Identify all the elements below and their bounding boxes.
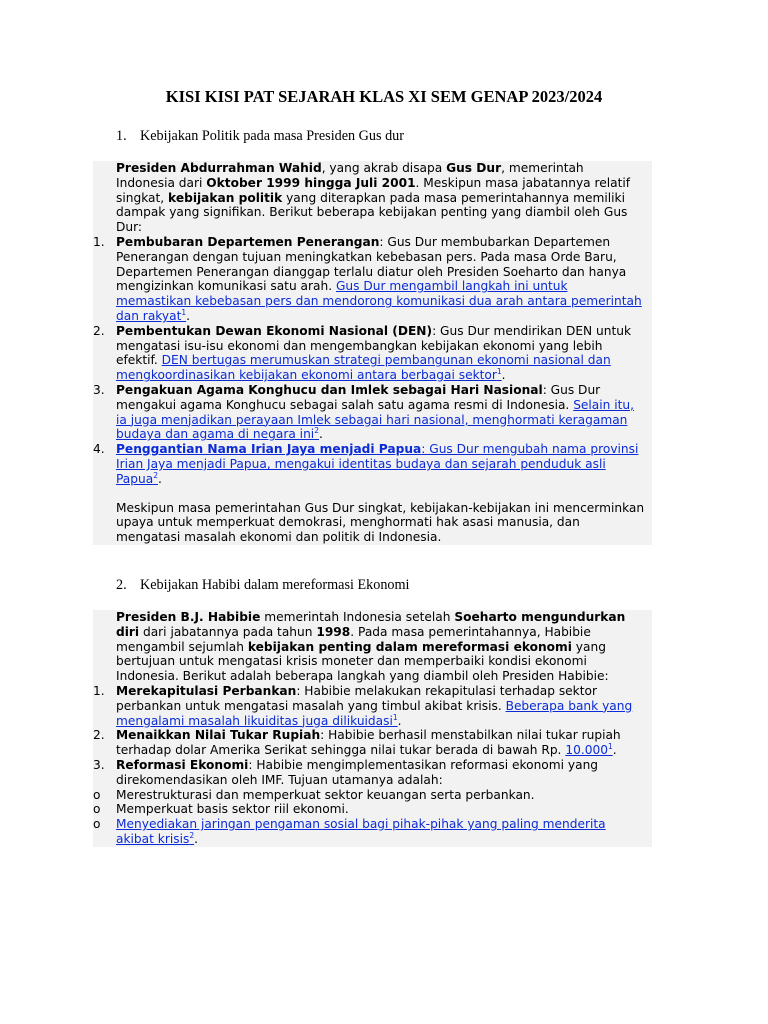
- section-2-block: [93, 610, 652, 847]
- item-title: Reformasi Ekonomi: [116, 757, 249, 772]
- section-2-intro: Presiden B.J. Habibie memerintah Indonesia setelah Soeharto mengundurkan diri dari jabatannya pada tahun 1998. Pada masa pemerintahannya, Habibie mengambil sejumlah kebijakan penting dalam mereformasi ekonomi yang bertujuan untuk mengatasi krisis moneter dan memperbaiki kondisi ekonomi Indonesia. Berikut adalah beberapa langkah yang diambil oleh Presiden Habibie:: [116, 610, 626, 684]
- list-marker: 3.: [93, 757, 105, 772]
- section-2-heading-text: Kebijakan Habibi dalam mereformasi Ekonomi: [140, 577, 410, 593]
- list-marker: 1.: [93, 683, 105, 698]
- bullet-icon: o: [93, 817, 101, 832]
- sublist-item: o Memperkuat basis sektor riil ekonomi.: [93, 802, 349, 817]
- section-1-closing: Meskipun masa pemerintahan Gus Dur singkat, kebijakan-kebijakan ini mencerminkan upaya untuk memperkuat demokrasi, menghormati hak asasi manusia, dan mengatasi masalah ekonomi dan politik di Indonesia.: [116, 500, 645, 545]
- reference-link[interactable]: Gus Dur mengambil langkah ini untuk memastikan kebebasan pers dan mendorong komunikasi dua arah antara pemerintah dan rakyat$^1$: [116, 279, 642, 323]
- section-2-list: [93, 684, 652, 788]
- item-title: Menaikkan Nilai Tukar Rupiah: [116, 728, 321, 743]
- reference-link[interactable]: DEN bertugas merumuskan strategi pembangunan ekonomi nasional dan mengkoordinasikan kebijakan ekonomi antara berbagai sektor$^1$: [116, 353, 611, 383]
- section-2-heading: [116, 576, 409, 594]
- section-1-block: [93, 161, 652, 545]
- section-1-list: [93, 235, 652, 487]
- list-item: 3. Pengakuan Agama Konghucu dan Imlek sebagai Hari Nasional: Gus Dur mengakui agama Konghucu sebagai salah satu agama resmi di Indonesia. Selain itu, ia juga menjadikan perayaan Imlek sebagai hari nasional, menghormati keragaman budaya dan agama di negara ini$^2$.: [93, 382, 635, 442]
- reference-link[interactable]: Penggantian Nama Irian Jaya menjadi Papua: Gus Dur mengubah nama provinsi Irian Jaya menjadi Papua, mengakui identitas budaya dan sejarah penduduk asli Papua$^2$: [116, 442, 639, 486]
- item-title: Merekapitulasi Perbankan: [116, 683, 297, 698]
- section-1-intro: Presiden Abdurrahman Wahid, yang akrab disapa Gus Dur, memerintah Indonesia dari Oktober 1999 hingga Juli 2001. Meskipun masa jabatannya relatif singkat, kebijakan politik yang diterapkan pada masa pemerintahannya memiliki dampak yang signifikan. Berikut beberapa kebijakan penting yang diambil oleh Gus Dur:: [116, 161, 631, 235]
- bullet-icon: o: [93, 802, 101, 817]
- reference-link[interactable]: 10.000$^1$: [565, 742, 613, 758]
- list-item: 2. Pembentukan Dewan Ekonomi Nasional (DEN): Gus Dur mendirikan DEN untuk mengatasi isu-isu ekonomi dan mengembangkan kebijakan ekonomi yang lebih efektif. DEN bertugas merumuskan strategi pembangunan ekonomi nasional dan mengkoordinasikan kebijakan ekonomi antara berbagai sektor$^1$.: [93, 323, 632, 383]
- sublist-item: o Merestrukturasi dan memperkuat sektor keuangan serta perbankan.: [93, 787, 535, 802]
- section-1-heading: [116, 127, 404, 145]
- list-item: 1. Merekapitulasi Perbankan: Habibie melakukan rekapitulasi terhadap sektor perbankan untuk mengatasi masalah yang timbul akibat krisis. Beberapa bank yang mengalami masalah likuiditas juga dilikuidasi$^1$.: [93, 683, 633, 728]
- bullet-icon: o: [93, 787, 101, 802]
- section-2-sublist: [93, 788, 652, 847]
- list-marker: 3.: [93, 382, 105, 397]
- list-marker: 2.: [93, 323, 105, 338]
- reference-link[interactable]: Menyediakan jaringan pengaman sosial bagi pihak-pihak yang paling menderita akibat krisis$^2$: [116, 817, 606, 846]
- section-1-number: 1.: [116, 128, 127, 144]
- item-title: Pengakuan Agama Konghucu dan Imlek sebagai Hari Nasional: [116, 382, 543, 397]
- item-title: Pembentukan Dewan Ekonomi Nasional (DEN): [116, 323, 433, 338]
- list-marker: 2.: [93, 728, 105, 743]
- list-item: 4. Penggantian Nama Irian Jaya menjadi Papua: Gus Dur mengubah nama provinsi Irian Jaya menjadi Papua, mengakui identitas budaya dan sejarah penduduk asli Papua$^2$.: [93, 442, 639, 486]
- item-title: Pembubaran Departemen Penerangan: [116, 234, 380, 249]
- list-item: 2. Menaikkan Nilai Tukar Rupiah: Habibie berhasil menstabilkan nilai tukar rupiah terhadap dolar Amerika Serikat sehingga nilai tukar berada di bawah Rp. 10.000$^1$.: [93, 728, 621, 758]
- list-item: 3. Reformasi Ekonomi: Habibie mengimplementasikan reformasi ekonomi yang direkomendasikan oleh IMF. Tujuan utamanya adalah:: [93, 757, 599, 787]
- section-2-number: 2.: [116, 577, 127, 593]
- section-1-heading-text: Kebijakan Politik pada masa Presiden Gus dur: [140, 128, 404, 144]
- list-marker: 4.: [93, 442, 105, 457]
- reference-link[interactable]: Beberapa bank yang mengalami masalah likuiditas juga dilikuidasi$^1$: [116, 698, 633, 728]
- list-item: 1. Pembubaran Departemen Penerangan: Gus Dur membubarkan Departemen Penerangan dengan tujuan meningkatkan kebebasan pers. Pada masa Orde Baru, Departemen Penerangan dianggap terlalu diatur oleh Presiden Soeharto dan hanya mengizinkan komunikasi satu arah. Gus Dur mengambil langkah ini untuk memastikan kebebasan pers dan mendorong komunikasi dua arah antara pemerintah dan rakyat$^1$.: [93, 234, 642, 323]
- spacer: [93, 487, 652, 501]
- list-marker: 1.: [93, 234, 105, 249]
- sublist-item: o Menyediakan jaringan pengaman sosial bagi pihak-pihak yang paling menderita akibat krisis$^2$.: [93, 817, 606, 846]
- reference-link[interactable]: Selain itu, ia juga menjadikan perayaan Imlek sebagai hari nasional, menghormati keragaman budaya dan agama di negara ini$^2$: [116, 397, 635, 442]
- document-title: KISI KISI PAT SEJARAH KLAS XI SEM GENAP 2023/2024: [165, 87, 603, 106]
